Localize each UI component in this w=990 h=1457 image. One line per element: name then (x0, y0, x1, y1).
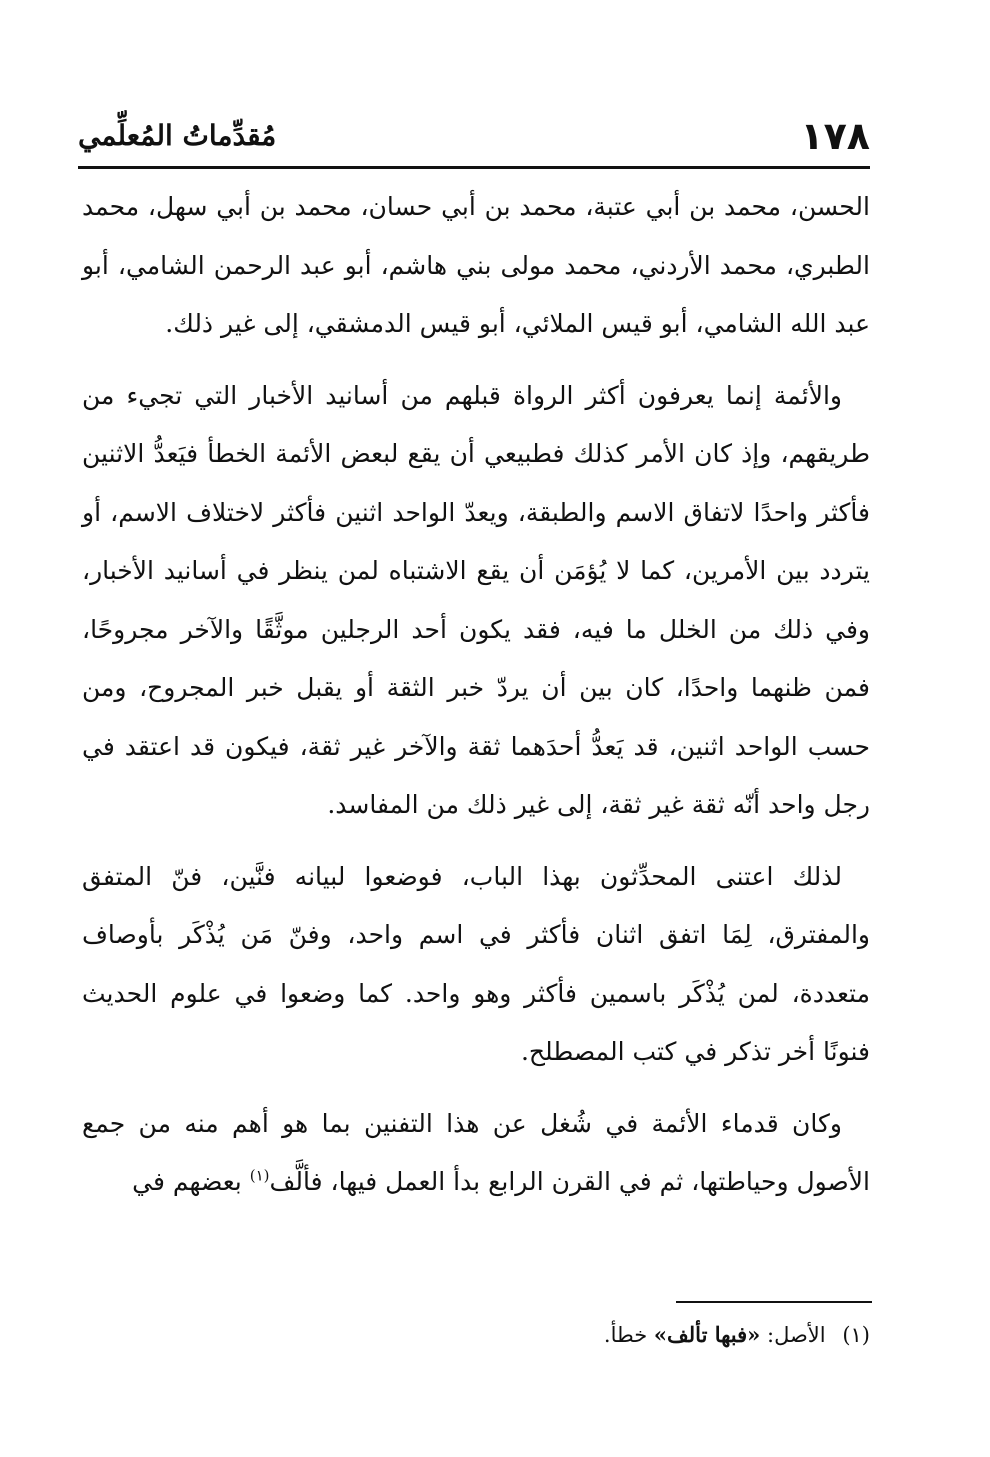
paragraph-names-list: الحسن، محمد بن أبي عتبة، محمد بن أبي حسان، محمد بن أبي سهل، محمد الطبري، محمد الأردني، محمد مولى بني هاشم، أبو عبد الرحمن الشامي، أبو عبد الله الشامي، أبو قيس الملائي، أبو قيس الدمشقي، إلى غير ذلك. (82, 192, 870, 338)
footnote-divider (676, 1301, 872, 1303)
page-number: ١٧٨ (800, 114, 870, 158)
paragraph-text-before-ref: وكان قدماء الأئمة في شُغل عن هذا التفنين بما هو أهم منه من جمع الأصول وحياطتها، ثم في القرن الرابع بدأ العمل فيها، فألَّف (82, 1108, 870, 1196)
footnote-comment: خطأ. (603, 1323, 648, 1347)
footnote-reference: (١) (249, 1166, 270, 1185)
paragraph-early-imams (82, 1095, 870, 1212)
footnote-quote: «فبها تألف» (653, 1322, 761, 1347)
main-text (82, 178, 870, 1225)
paragraph-imams-error: والأئمة إنما يعرفون أكثر الرواة قبلهم من أسانيد الأخبار التي تجيء من طريقهم، وإذ كان الأمر كذلك فطبيعي أن يقع لبعض الأئمة الخطأ فيَعدُّ الاثنين فأكثر واحدًا لاتفاق الاسم والطبقة، ويعدّ الواحد اثنين فأكثر لاختلاف الاسم، أو يتردد بين الأمرين، كما لا يُؤمَن أن يقع الاشتباه لمن ينظر في أسانيد الأخبار، وفي ذلك من الخلل ما فيه، فقد يكون أحد الرجلين موثَّقًا والآخر مجروحًا، فمن ظنهما واحدًا، كان بين أن يردّ خبر الثقة أو يقبل خبر المجروح، ومن حسب الواحد اثنين، قد يَعدُّ أحدَهما ثقة والآخر غير ثقة، فيكون قد اعتقد في رجل واحد أنّه ثقة غير ثقة، إلى غير ذلك من المفاسد. (82, 380, 871, 819)
footnote (300, 1318, 870, 1352)
paragraph-muhaddithun: لذلك اعتنى المحدِّثون بهذا الباب، فوضعوا لبيانه فنَّين، فنّ المتفق والمفترق، لِمَا اتفق اثنان فأكثر في اسم واحد، وفنّ مَن يُذْكَر بأوصاف متعددة، لمن يُذْكَر باسمين فأكثر وهو واحد. كما وضعوا في علوم الحديث فنونًا أخر تذكر في كتب المصطلح. (82, 861, 870, 1066)
paragraph-text-after-ref: بعضهم في (132, 1167, 250, 1196)
footnote-number: (١) (842, 1323, 870, 1347)
header-divider (78, 166, 870, 169)
page-header (78, 112, 870, 160)
footnote-label: الأصل: (767, 1323, 826, 1347)
running-title: مُقدِّماتُ المُعلِّمي (78, 119, 277, 152)
